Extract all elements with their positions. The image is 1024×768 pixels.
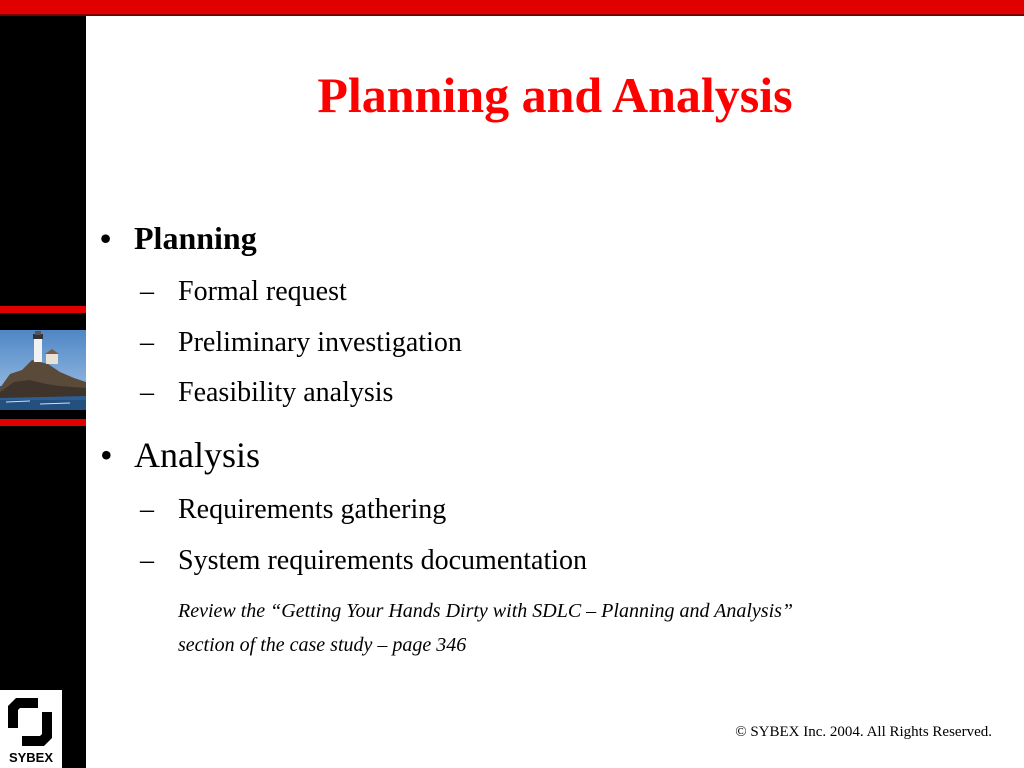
dash-symbol: – [140, 545, 154, 576]
sub-item-text: Formal request [178, 276, 347, 307]
dash-symbol: – [140, 327, 154, 358]
bullet-analysis [96, 434, 260, 476]
sub-item [140, 545, 587, 577]
copyright-footer: © SYBEX Inc. 2004. All Rights Reserved. [735, 724, 992, 740]
bullet-symbol: • [100, 220, 112, 256]
sub-item [140, 276, 347, 308]
svg-text:SYBEX: SYBEX [8, 750, 54, 765]
dash-symbol: – [140, 377, 154, 408]
sub-item-text: System requirements documentation [178, 545, 588, 576]
note-line-2: section of the case study – page 346 [178, 634, 467, 656]
sub-item-text: Preliminary investigation [178, 327, 462, 358]
sub-item [140, 327, 462, 359]
bullet-planning [96, 220, 257, 257]
top-red-bar [0, 0, 1024, 16]
dash-symbol: – [140, 276, 154, 307]
bullet-symbol: • [100, 435, 113, 475]
sub-item [140, 494, 446, 526]
dash-symbol: – [140, 494, 154, 525]
bullet-heading: Analysis [134, 435, 260, 475]
slide-title: Planning and Analysis [317, 67, 793, 123]
sybex-logo [0, 690, 62, 768]
bullet-heading: Planning [134, 220, 257, 256]
sidebar-red-stripe-lower [0, 419, 86, 426]
case-study-note [178, 594, 978, 662]
sub-item [140, 377, 393, 409]
sub-item-text: Requirements gathering [178, 494, 447, 525]
note-line-1: Review the “Getting Your Hands Dirty with SDLC – Planning and Analysis” [178, 600, 794, 622]
sub-item-text: Feasibility analysis [178, 377, 394, 408]
lighthouse-image [0, 330, 86, 410]
sidebar-red-stripe-upper [0, 306, 86, 313]
